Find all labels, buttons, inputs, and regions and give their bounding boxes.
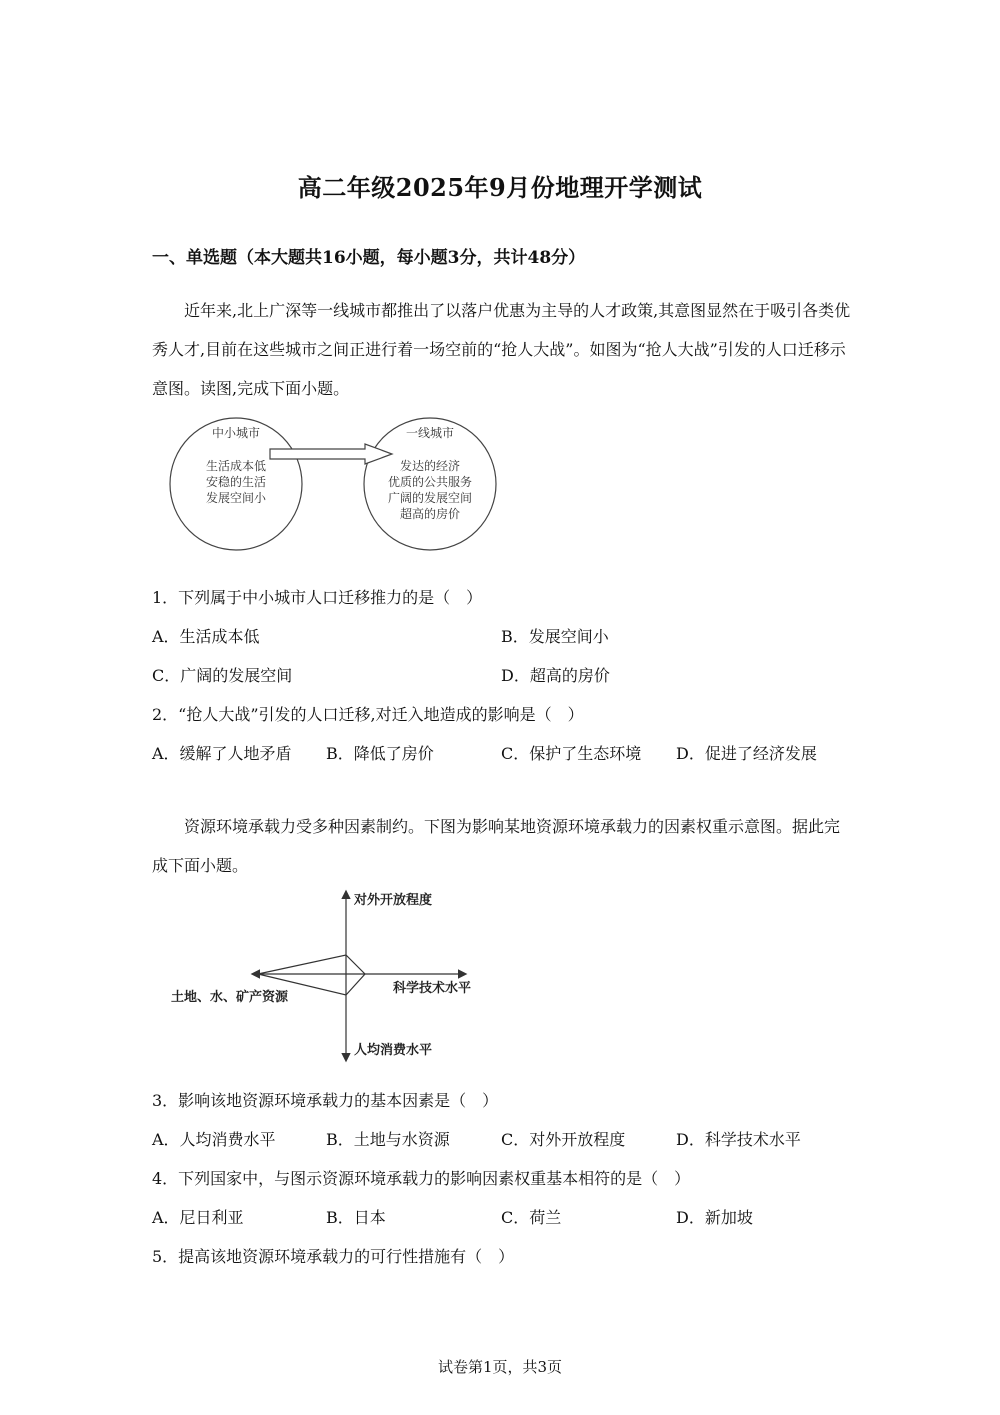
q4-option-c[interactable]: C．荷兰 bbox=[501, 1208, 562, 1227]
question-3-stem: 3．影响该地资源环境承载力的基本因素是（ ） bbox=[152, 1091, 499, 1110]
page-title: 高二年级2025年9月份地理开学测试 bbox=[297, 173, 703, 202]
q1-option-c[interactable]: C．广阔的发展空间 bbox=[152, 666, 293, 685]
section-heading: 一、单选题（本大题共16小题，每小题3分，共计48分） bbox=[152, 248, 586, 268]
migration-diagram bbox=[160, 412, 510, 558]
q1-option-a[interactable]: A．生活成本低 bbox=[152, 627, 260, 646]
left-circle-title: 中小城市 bbox=[211, 426, 261, 440]
q3-option-b[interactable]: B．土地与水资源 bbox=[326, 1130, 450, 1149]
passage-2: 资源环境承载力受多种因素制约。下图为影响某地资源环境承载力的因素权重示意图。据此完成下面小题。 bbox=[152, 817, 841, 875]
q4-option-a[interactable]: A．尼日利亚 bbox=[152, 1208, 244, 1227]
right-line: 超高的房价 bbox=[399, 507, 461, 521]
q3-option-a[interactable]: A．人均消费水平 bbox=[152, 1130, 276, 1149]
label-top: 对外开放程度 bbox=[354, 893, 433, 908]
q4-option-d[interactable]: D．新加坡 bbox=[676, 1208, 753, 1227]
left-line: 生活成本低 bbox=[205, 459, 267, 473]
q3-option-c[interactable]: C．对外开放程度 bbox=[501, 1130, 626, 1149]
q4-option-b[interactable]: B．日本 bbox=[326, 1208, 386, 1227]
passage-1: 近年来,北上广深等一线城市都推出了以落户优惠为主导的人才政策,其意图显然在于吸引各类优秀人才,目前在这些城市之间正进行着一场空前的“抢人大战”。如图为“抢人大战”引发的人口迁移示意图。读图,完成下面小题。 bbox=[152, 301, 851, 398]
question-2-stem: 2．“抢人大战”引发的人口迁移,对迁入地造成的影响是（ ） bbox=[152, 705, 584, 724]
left-line: 安稳的生活 bbox=[205, 475, 267, 489]
right-circle-title: 一线城市 bbox=[405, 426, 455, 440]
page-footer: 试卷第1页，共3页 bbox=[437, 1358, 563, 1376]
question-4-stem: 4．下列国家中，与图示资源环境承载力的影响因素权重基本相符的是（ ） bbox=[152, 1169, 691, 1188]
label-bottom: 人均消费水平 bbox=[354, 1043, 433, 1058]
question-1-stem: 1．下列属于中小城市人口迁移推力的是（ ） bbox=[152, 588, 483, 607]
q2-option-d[interactable]: D．促进了经济发展 bbox=[676, 744, 817, 763]
q2-option-c[interactable]: C．保护了生态环境 bbox=[501, 744, 642, 763]
q3-option-d[interactable]: D．科学技术水平 bbox=[676, 1130, 801, 1149]
label-left: 土地、水、矿产资源 bbox=[171, 990, 289, 1005]
right-line: 发达的经济 bbox=[399, 459, 461, 473]
right-line: 广阔的发展空间 bbox=[387, 491, 473, 505]
factor-weight-diagram bbox=[165, 886, 495, 1066]
q2-option-b[interactable]: B．降低了房价 bbox=[326, 744, 434, 763]
right-line: 优质的公共服务 bbox=[387, 475, 473, 489]
label-right: 科学技术水平 bbox=[393, 981, 472, 996]
q1-option-d[interactable]: D．超高的房价 bbox=[501, 666, 610, 685]
weight-polygon bbox=[258, 955, 365, 995]
left-line: 发展空间小 bbox=[205, 491, 267, 505]
question-5-stem: 5．提高该地资源环境承载力的可行性措施有（ ） bbox=[152, 1247, 515, 1266]
migration-arrow bbox=[270, 444, 392, 464]
q1-option-b[interactable]: B．发展空间小 bbox=[501, 627, 609, 646]
q2-option-a[interactable]: A．缓解了人地矛盾 bbox=[152, 744, 292, 763]
